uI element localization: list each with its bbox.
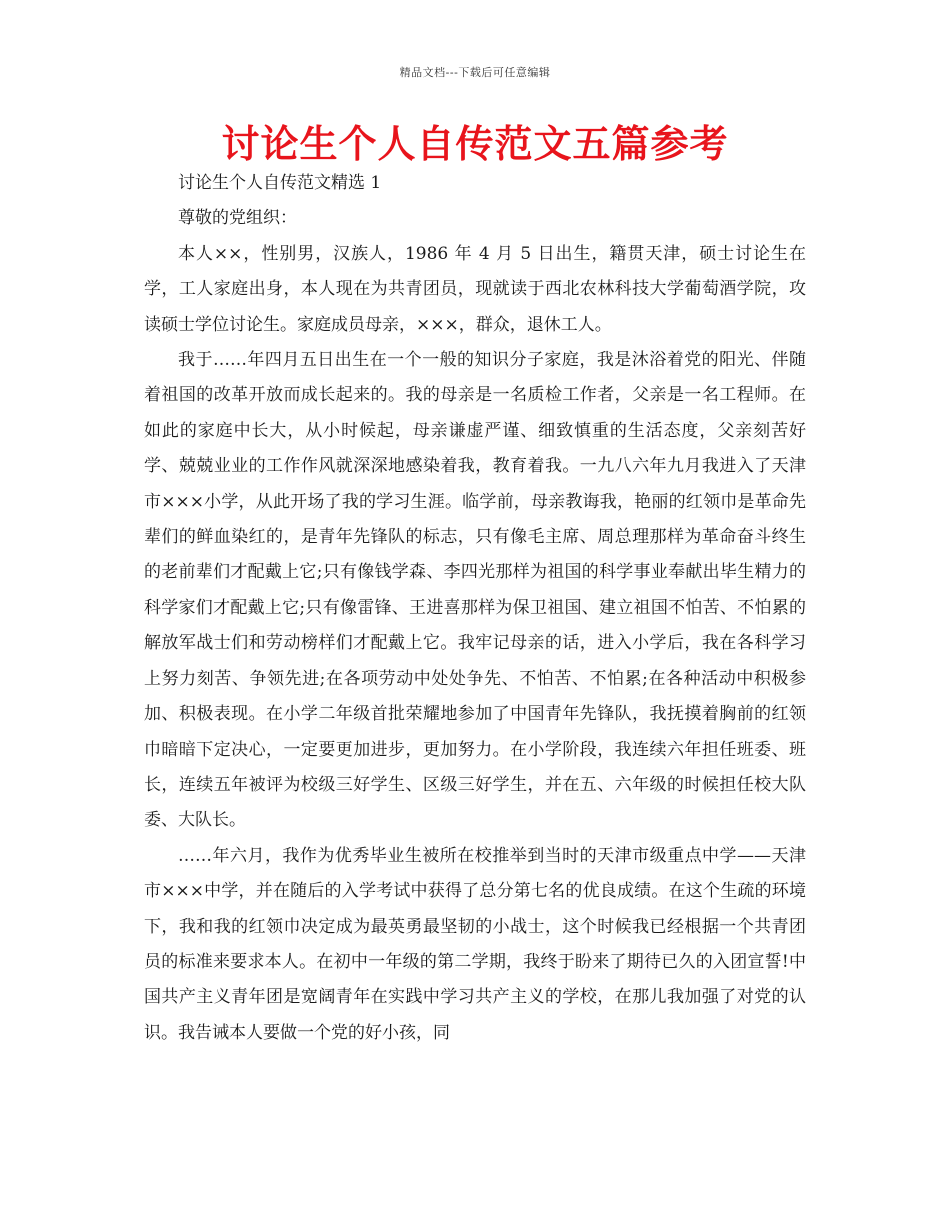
- header-note: 精品文档---下载后可任意编辑: [399, 66, 551, 79]
- paragraph-personal-info: 本人××，性别男，汉族人，1986 年 4 月 5 日出生，籍贯天津，硕士讨论生在学，工人家庭出身，本人现在为共青团员，现就读于西北农林科技大学葡萄酒学院，攻读硕士学位讨论生。家庭成员母亲，×××，群众，退休工人。: [144, 243, 806, 335]
- paragraph-childhood: 我于……年四月五日出生在一个一般的知识分子家庭，我是沐浴着党的阳光、伴随着祖国的改革开放而成长起来的。我的母亲是一名质检工作者，父亲是一名工程师。在如此的家庭中长大，从小时候起，母亲谦虚严谨、细致慎重的生活态度，父亲刻苦好学、兢兢业业的工作作风就深深地感染着我，教育着我。一九八六年九月我进入了天津市×××小学，从此开场了我的学习生涯。临学前，母亲教诲我，艳丽的红领巾是革命先辈们的鲜血染红的，是青年先锋队的标志，只有像毛主席、周总理那样为革命奋斗终生的老前辈们才配戴上它;只有像钱学森、李四光那样为祖国的科学事业奉献出毕生精力的科学家们才配戴上它;只有像雷锋、王进喜那样为保卫祖国、建立祖国不怕苦、不怕累的解放军战士们和劳动榜样们才配戴上它。我牢记母亲的话，进入小学后，我在各科学习上努力刻苦、争领先进;在各项劳动中处处争先、不怕苦、不怕累;在各种活动中积极参加、积极表现。在小学二年级首批荣耀地参加了中国青年先锋队，我抚摸着胸前的红领巾暗暗下定决心，一定要更加进步，更加努力。在小学阶段，我连续六年担任班委、班长，连续五年被评为校级三好学生、区级三好学生，并在五、六年级的时候担任校大队委、大队长。: [144, 350, 806, 831]
- document-body: [144, 166, 806, 1051]
- paragraph-salutation: 尊敬的党组织：: [178, 208, 297, 229]
- paragraph-middle-school: ……年六月，我作为优秀毕业生被所在校推举到当时的天津市级重点中学——天津市×××中学，并在随后的入学考试中获得了总分第七名的优良成绩。在这个生疏的环境下，我和我的红领巾决定成为最英勇最坚韧的小战士，这个时候我已经根据一个共青团员的标准来要求本人。在初中一年级的第二学期，我终于盼来了期待已久的入团宣誓!中国共产主义青年团是宽阔青年在实践中学习共产主义的学校，在那儿我加强了对党的认识。我告诫本人要做一个党的好小孩，同: [144, 845, 806, 1043]
- paragraph-section-heading: 讨论生个人自传范文精选 1: [178, 173, 382, 193]
- document-title: 讨论生个人自传范文五篇参考: [221, 121, 729, 166]
